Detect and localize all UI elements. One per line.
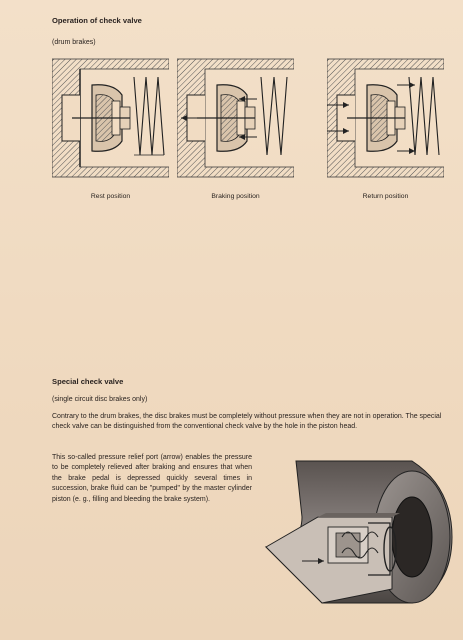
- section-subtitle-drum-brakes: (drum brakes): [52, 39, 96, 46]
- section-title-special-check-valve: Special check valve: [52, 377, 124, 386]
- paragraph-disc-brakes: Contrary to the drum brakes, the disc brakes must be completely without pressure when they are not in operation. The special check valve can be distinguished from the conventional check valve by the hole in the piston head.: [52, 413, 442, 431]
- caption-braking-position: Braking position: [211, 193, 260, 200]
- check-valve-diagram-braking: [177, 55, 294, 181]
- section-title-check-valve: Operation of check valve: [52, 16, 142, 25]
- paragraph-pressure-relief-port: This so-called pressure relief port (arrow) enables the pressure to be completely relieved after braking and ensures that when the brake pedal is depressed quickly several times in succession, brake fluid can be "pumped" by the master cylinder piston (e. g., filling and bleeding the brake system).: [52, 454, 252, 503]
- section-subtitle-disc-brakes: (single circuit disc brakes only): [52, 396, 148, 403]
- check-valve-diagram-rest: [52, 55, 169, 181]
- caption-rest-position: Rest position: [90, 193, 131, 200]
- check-valve-diagram-return: [327, 55, 444, 181]
- caption-return-position: Return position: [362, 193, 409, 200]
- special-check-valve-cutaway-illustration: [262, 457, 458, 607]
